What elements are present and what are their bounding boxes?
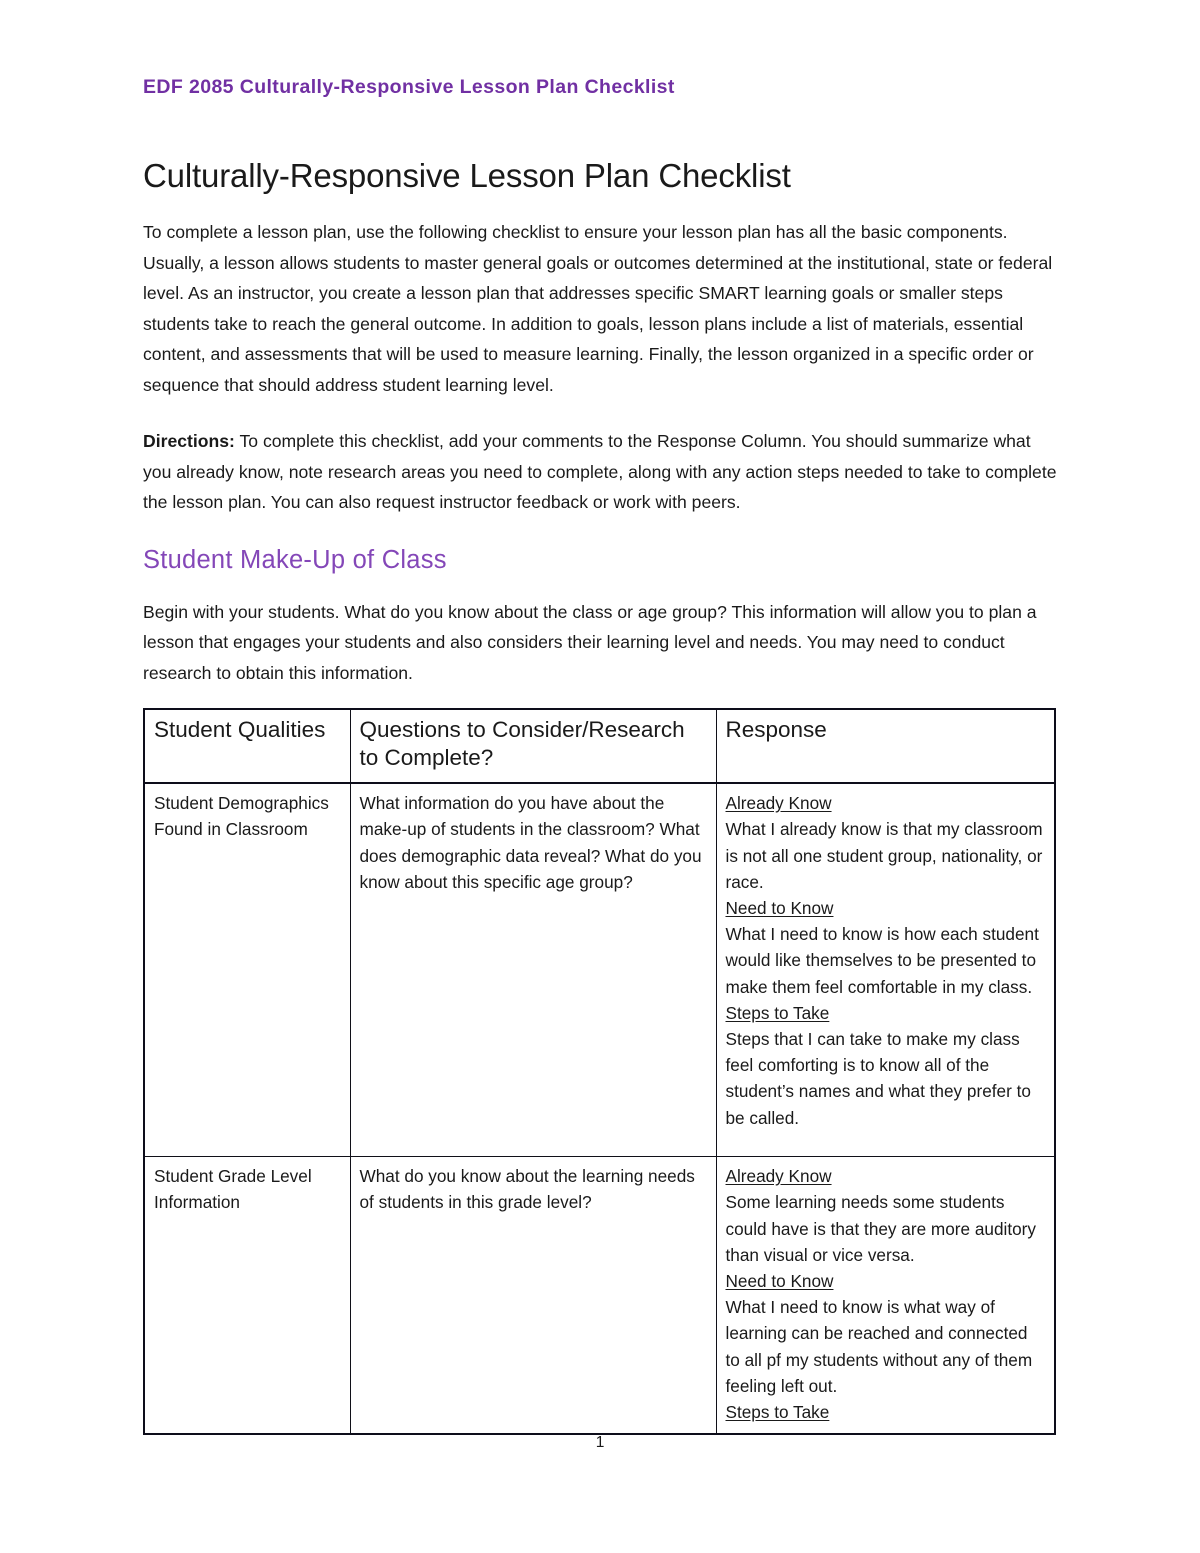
response-text-need-to-know: What I need to know is how each student would like themselves to be presented to make them feel comfortable in my class. xyxy=(725,924,1039,997)
document-running-head: EDF 2085 Culturally-Responsive Lesson Plan Checklist xyxy=(143,76,675,98)
directions-paragraph xyxy=(143,426,1058,518)
checklist-table xyxy=(143,708,1056,1435)
response-text-steps-to-take: Steps that I can take to make my class feel comforting is to know all of the student’s names and what they prefer to be called. xyxy=(725,1029,1031,1128)
response-text-already-know: What I already know is that my classroom is not all one student group, nationality, or race. xyxy=(725,819,1043,892)
table-row xyxy=(144,1157,1055,1435)
directions-text: To complete this checklist, add your comments to the Response Column. You should summarize what you already know, note research areas you need to complete, along with any action steps needed to take to complete the lesson plan. You can also request instructor feedback or work with peers. xyxy=(143,431,1057,513)
column-header-response: Response xyxy=(716,709,1055,783)
response-text-already-know: Some learning needs some students could have is that they are more auditory than visual or vice versa. xyxy=(725,1192,1036,1265)
page-number: 1 xyxy=(595,1434,605,1451)
response-label-already-know: Already Know xyxy=(725,1166,832,1187)
column-header-questions: Questions to Consider/Research to Complete? xyxy=(350,709,716,783)
intro-paragraph: To complete a lesson plan, use the following checklist to ensure your lesson plan has all the basic components. Usually, a lesson allows students to master general goals or outcomes determined at the institutional, state or federal level. As an instructor, you create a lesson plan that addresses specific SMART learning goals or smaller steps students take to reach the general outcome. In addition to goals, lesson plans include a list of materials, essential content, and assessments that will be used to measure learning. Finally, the lesson organized in a specific order or sequence that should address student learning level. xyxy=(143,222,1053,395)
response-label-steps-to-take: Steps to Take xyxy=(725,1002,830,1023)
response-label-need-to-know: Need to Know xyxy=(725,898,834,918)
response-label-need-to-know: Need to Know xyxy=(725,1271,834,1291)
cell-student-quality: Student Grade Level Information xyxy=(144,1157,350,1435)
section-heading-student-make-up: Student Make-Up of Class xyxy=(143,545,447,574)
table-header-row xyxy=(144,709,1055,783)
table-row xyxy=(144,783,1055,1157)
section-paragraph: Begin with your students. What do you know about the class or age group? This information will allow you to plan a lesson that engages your students and also considers their learning level and needs. You may need to conduct research to obtain this information. xyxy=(143,601,1037,683)
response-text-need-to-know: What I need to know is what way of learning can be reached and connected to all pf my students without any of them feeling left out. xyxy=(725,1297,1033,1396)
column-header-student-qualities: Student Qualities xyxy=(144,709,350,783)
cell-response[interactable] xyxy=(716,1157,1055,1435)
page-title: Culturally-Responsive Lesson Plan Checklist xyxy=(143,157,791,195)
cell-student-quality: Student Demographics Found in Classroom xyxy=(144,783,350,1157)
cell-question: What do you know about the learning needs of students in this grade level? xyxy=(350,1157,716,1435)
directions-label: Directions: xyxy=(143,431,235,452)
cell-response[interactable] xyxy=(716,783,1055,1157)
response-label-already-know: Already Know xyxy=(725,793,832,814)
response-label-steps-to-take: Steps to Take xyxy=(725,1402,830,1423)
cell-question: What information do you have about the make-up of students in the classroom? What does demographic data reveal? What do you know about this specific age group? xyxy=(350,783,716,1157)
document-content xyxy=(143,0,1058,1435)
